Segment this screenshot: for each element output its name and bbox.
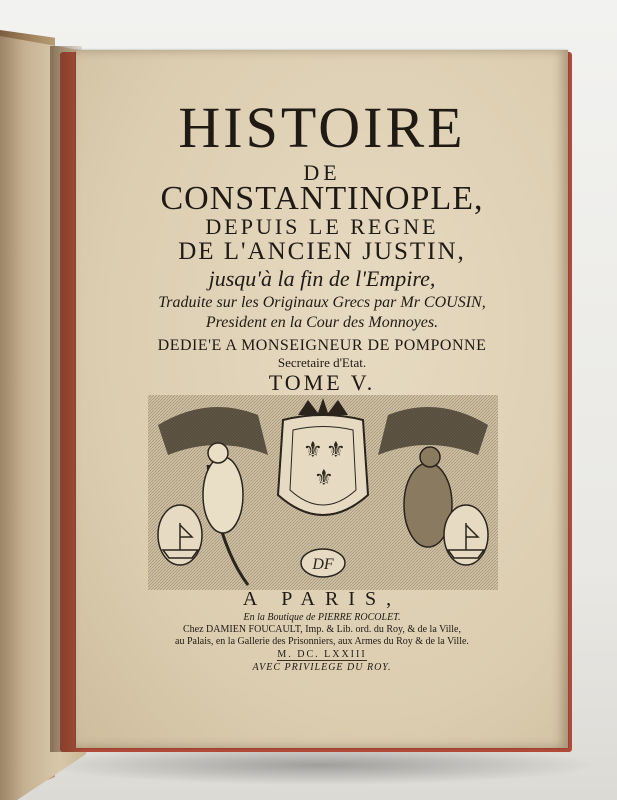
volume-number: TOME V.	[268, 370, 376, 395]
svg-text:⚜: ⚜	[314, 466, 334, 491]
translator-line: Traduite sur les Originaux Grecs par Mr COUSIN,	[158, 294, 486, 311]
imprint-printer: Chez DAMIEN FOUCAULT, Imp. & Lib. ord. du Roy, & de la Ville,	[183, 624, 461, 635]
printers-device-engraving	[148, 395, 498, 590]
imprint-date: M. DC. LXXIII	[277, 649, 367, 660]
dedication-title: Secretaire d'Etat.	[277, 355, 367, 370]
svg-text:⚜: ⚜	[326, 438, 346, 463]
title-subject: CONSTANTINOPLE,	[160, 180, 484, 217]
title-depuis: DEPUIS LE REGNE	[205, 214, 439, 239]
imprint-city: A PARIS,	[242, 588, 402, 610]
title-justin: DE L'ANCIEN JUSTIN,	[178, 238, 466, 265]
svg-text:⚜: ⚜	[303, 438, 323, 463]
imprint-address: au Palais, en la Gallerie des Prisonniers, aux Armes du Roy & de la Ville.	[175, 636, 469, 647]
book-title: HISTOIRE	[178, 95, 466, 160]
title-page	[76, 50, 568, 748]
royal-privilege: AVEC PRIVILEGE DU ROY.	[252, 662, 392, 673]
title-jusqua: jusqu'à la fin de l'Empire,	[208, 266, 436, 291]
title-de: DE	[303, 160, 341, 185]
imprint-rule	[277, 660, 367, 661]
dedication-line: DEDIE'E A MONSEIGNEUR DE POMPONNE	[157, 337, 487, 354]
imprint-boutique: En la Boutique de PIERRE ROCOLET.	[243, 612, 401, 623]
translator-title: President en la Cour des Monnoyes.	[205, 314, 439, 331]
vignette-monogram: DF	[312, 556, 334, 573]
